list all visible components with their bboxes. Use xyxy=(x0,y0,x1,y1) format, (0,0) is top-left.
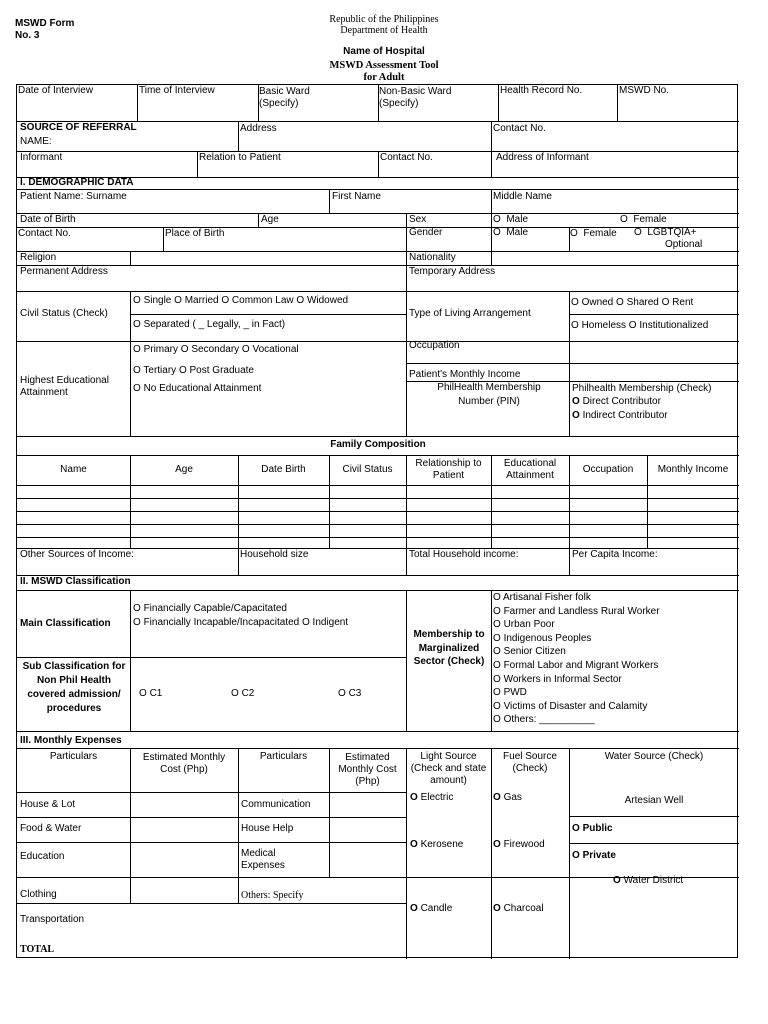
rule xyxy=(17,455,739,456)
philhealth-pin-label xyxy=(409,382,569,408)
gender-lgbt-option[interactable] xyxy=(634,227,697,239)
radio-circle: O xyxy=(572,396,580,407)
demographic-section-title: I. DEMOGRAPHIC DATA xyxy=(20,177,134,188)
rule xyxy=(17,903,406,904)
radio-circle: O xyxy=(410,903,418,914)
temporary-address-label: Temporary Address xyxy=(409,266,496,277)
monthly-income-label: Patient's Monthly Income xyxy=(409,369,521,380)
sector-text: Indigenous Peoples xyxy=(503,632,592,644)
rule xyxy=(17,792,406,793)
rule xyxy=(17,227,739,228)
food-water-label: Food & Water xyxy=(20,823,82,834)
c2-text: C2 xyxy=(241,688,255,699)
communication-label: Communication xyxy=(241,799,311,810)
civil-status-options-2[interactable] xyxy=(133,319,285,331)
rule xyxy=(406,590,407,731)
philhealth-pin-line2: Number (PIN) xyxy=(458,396,520,407)
col-date-birth: Date Birth xyxy=(261,464,306,475)
basic-ward-text: Basic Ward xyxy=(259,86,310,97)
education-options-1[interactable] xyxy=(133,344,299,356)
date-of-interview-label: Date of Interview xyxy=(18,85,94,96)
education-options-1-text: Primary O Secondary O Vocational xyxy=(143,344,299,355)
light-source-header: Light Source (Check and state amount) xyxy=(410,751,487,786)
sub-classification-label: Sub Classification for Non Phil Health covered admission/ procedures xyxy=(22,661,126,714)
radio-circle: O xyxy=(493,632,501,644)
non-basic-ward-label xyxy=(379,86,451,110)
sector-text: Victims of Disaster and Calamity xyxy=(503,700,648,712)
radio-circle: O xyxy=(572,850,580,861)
radio-circle: O xyxy=(493,903,501,914)
rule xyxy=(137,85,138,121)
source-of-referral-label: SOURCE OF REFERRAL xyxy=(20,122,137,133)
form-title-line1: MSWD Assessment Tool xyxy=(329,60,439,71)
rule xyxy=(130,314,406,315)
radio-circle: O xyxy=(133,603,141,614)
main-option-2-text: Financially Incapable/Incapacitated O Indigent xyxy=(143,617,349,628)
health-record-label: Health Record No. xyxy=(500,85,583,96)
rule xyxy=(569,816,739,817)
estimated-cost-header-2: Estimated Monthly Cost (Php) xyxy=(338,752,397,787)
sector-option[interactable] xyxy=(493,700,660,714)
charcoal-text: Charcoal xyxy=(503,903,544,914)
charcoal-option[interactable] xyxy=(493,903,544,915)
col-monthly-income: Monthly Income xyxy=(657,464,729,475)
living-arrangement-label: Type of Living Arrangement xyxy=(409,308,531,319)
medical-expenses-label xyxy=(241,848,285,872)
rule xyxy=(17,842,406,843)
c1-option[interactable] xyxy=(139,688,162,700)
candle-option[interactable] xyxy=(410,903,452,915)
electric-option[interactable] xyxy=(410,792,453,804)
sector-text: Workers in Informal Sector xyxy=(503,673,622,685)
living-options-2[interactable] xyxy=(571,320,708,332)
civil-status-options-2-text: Separated ( _ Legally, _ in Fact) xyxy=(143,319,286,330)
sector-text: PWD xyxy=(503,687,527,699)
occupation-label: Occupation xyxy=(409,340,460,351)
radio-circle: O xyxy=(139,688,147,699)
referral-contact-label: Contact No. xyxy=(493,123,546,134)
radio-circle: O xyxy=(570,228,578,239)
main-option-2[interactable] xyxy=(133,617,353,629)
radio-circle: O xyxy=(493,592,501,603)
gender-female-option[interactable] xyxy=(570,228,617,240)
basic-ward-label xyxy=(259,86,310,110)
form-number-line2: No. 3 xyxy=(15,30,40,41)
rule xyxy=(17,657,406,658)
rule xyxy=(617,85,618,121)
rule xyxy=(491,590,492,731)
contact-no-label: Contact No. xyxy=(18,228,71,239)
col-educational-attainment: Educational Attainment xyxy=(503,458,557,481)
candle-text: Candle xyxy=(420,903,453,914)
radio-circle: O xyxy=(338,688,346,699)
rule xyxy=(491,748,492,959)
water-district-option[interactable] xyxy=(613,875,683,887)
age-label: Age xyxy=(261,214,279,225)
rule xyxy=(130,291,131,436)
c1-text: C1 xyxy=(149,688,163,699)
radio-circle: O xyxy=(133,365,141,376)
rule xyxy=(406,748,407,959)
rule xyxy=(17,731,739,732)
place-of-birth-label: Place of Birth xyxy=(165,228,225,239)
radio-circle: O xyxy=(620,214,628,225)
rule xyxy=(406,227,407,251)
rule xyxy=(17,265,739,266)
radio-circle: O xyxy=(493,714,501,726)
firewood-option[interactable] xyxy=(493,839,545,851)
religion-label: Religion xyxy=(20,252,57,263)
republic-text: Republic of the Philippines xyxy=(329,14,439,25)
direct-contributor-text: Direct Contributor xyxy=(582,396,661,407)
sector-option[interactable] xyxy=(493,605,660,619)
sex-male-text: Male xyxy=(506,214,529,225)
public-option[interactable] xyxy=(572,823,613,835)
sector-option[interactable] xyxy=(493,645,660,659)
particulars-header: Particulars xyxy=(49,751,98,762)
sector-option[interactable] xyxy=(493,713,660,727)
nationality-label: Nationality xyxy=(409,252,456,263)
rule xyxy=(569,314,739,315)
radio-circle: O xyxy=(493,687,501,699)
time-of-interview-label: Time of Interview xyxy=(139,85,215,96)
living-options-1[interactable] xyxy=(571,297,693,309)
rule xyxy=(491,251,492,265)
household-size-label: Household size xyxy=(240,549,309,560)
rule xyxy=(17,524,739,525)
optional-label: Optional xyxy=(665,239,703,250)
c3-text: C3 xyxy=(348,688,362,699)
sector-option[interactable] xyxy=(493,686,660,700)
rule xyxy=(17,511,739,512)
radio-circle: O xyxy=(493,700,501,712)
radio-circle: O xyxy=(133,295,141,306)
rule xyxy=(491,189,492,213)
radio-circle: O xyxy=(572,410,580,421)
sector-option[interactable] xyxy=(493,591,660,605)
rule xyxy=(329,748,330,877)
radio-circle: O xyxy=(133,344,141,355)
rule xyxy=(17,498,739,499)
marginalized-sector-label: Membership to Marginalized Sector (Check) xyxy=(413,629,485,667)
radio-circle: O xyxy=(571,320,579,331)
gender-label: Gender xyxy=(409,227,443,238)
radio-circle: O xyxy=(133,319,141,330)
fuel-source-header: Fuel Source (Check) xyxy=(503,751,557,774)
sector-text: Formal Labor and Migrant Workers xyxy=(503,659,659,671)
radio-circle: O xyxy=(613,875,621,886)
sex-female-text: Female xyxy=(633,214,667,225)
house-help-label: House Help xyxy=(241,823,294,834)
col-relationship: Relationship to Patient xyxy=(415,458,482,481)
basic-ward-specify: (Specify) xyxy=(259,98,299,109)
rule xyxy=(130,748,131,903)
rule xyxy=(491,213,492,251)
rule xyxy=(258,213,259,227)
main-option-1-text: Financially Capable/Capacitated xyxy=(143,603,287,614)
medical-line2: Expenses xyxy=(241,860,285,871)
c2-option[interactable] xyxy=(231,688,254,700)
medical-line1: Medical xyxy=(241,848,276,859)
form-number-line1: MSWD Form xyxy=(15,18,75,29)
address-of-informant-label: Address of Informant xyxy=(496,152,589,163)
kerosene-text: Kerosene xyxy=(420,839,464,850)
rule xyxy=(197,151,198,177)
living-options-1-text: Owned O Shared O Rent xyxy=(581,297,694,308)
referral-address-label: Address xyxy=(240,123,277,134)
form-title-line2: for Adult xyxy=(363,72,405,83)
rule xyxy=(17,341,739,342)
rule xyxy=(130,590,131,731)
rule xyxy=(17,817,406,818)
department-text: Department of Health xyxy=(340,25,428,36)
particulars-header-2: Particulars xyxy=(259,751,308,762)
indirect-contributor-text: Indirect Contributor xyxy=(582,410,668,421)
water-source-header: Water Source (Check) xyxy=(604,751,704,762)
rule xyxy=(17,748,739,749)
referral-name-label: NAME: xyxy=(20,136,52,147)
rule xyxy=(498,85,499,121)
agency-header xyxy=(0,14,768,36)
permanent-address-label: Permanent Address xyxy=(20,266,108,277)
informant-contact-label: Contact No. xyxy=(380,152,433,163)
middle-name-label: Middle Name xyxy=(493,191,552,202)
education-options-3[interactable] xyxy=(133,383,261,395)
per-capita-income-label: Per Capita Income: xyxy=(572,549,658,560)
radio-circle: O xyxy=(493,839,501,850)
civil-status-label: Civil Status (Check) xyxy=(20,308,108,319)
rule xyxy=(238,748,239,903)
radio-circle: O xyxy=(231,688,239,699)
radio-circle: O xyxy=(493,605,501,617)
main-option-1[interactable] xyxy=(133,603,287,615)
private-option[interactable] xyxy=(572,850,616,862)
sex-label: Sex xyxy=(409,214,427,225)
rule xyxy=(378,151,379,177)
rule xyxy=(17,291,739,292)
rule xyxy=(17,189,739,190)
rule xyxy=(238,121,239,151)
classification-section-title: II. MSWD Classification xyxy=(20,576,131,587)
form-title xyxy=(0,60,768,84)
rule xyxy=(17,537,739,538)
education-options-2-text: Tertiary O Post Graduate xyxy=(143,365,254,376)
radio-circle: O xyxy=(572,823,580,834)
radio-circle: O xyxy=(493,619,501,631)
total-household-income-label: Total Household income: xyxy=(409,549,519,560)
clothing-label: Clothing xyxy=(20,889,57,900)
rule xyxy=(569,843,739,844)
radio-circle: O xyxy=(493,227,501,238)
artesian-well-label: Artesian Well xyxy=(624,795,684,806)
sector-list xyxy=(493,591,660,727)
sector-option[interactable] xyxy=(493,673,660,687)
sector-text: Urban Poor xyxy=(503,619,555,631)
kerosene-option[interactable] xyxy=(410,839,463,851)
others-specify-label: Others: Specify xyxy=(241,890,304,901)
sector-option[interactable] xyxy=(493,632,660,646)
firewood-text: Firewood xyxy=(503,839,545,850)
sex-female-option[interactable] xyxy=(620,214,667,226)
rule xyxy=(406,213,407,227)
relation-to-patient-label: Relation to Patient xyxy=(199,152,281,163)
sector-text: Artisanal Fisher folk xyxy=(503,592,591,603)
education-options-3-text: No Educational Attainment xyxy=(143,383,262,394)
rule xyxy=(163,227,164,251)
sector-text: Senior Citizen xyxy=(503,646,566,658)
expenses-section-title: III. Monthly Expenses xyxy=(20,735,122,746)
direct-contributor-option[interactable] xyxy=(572,396,661,408)
radio-circle: O xyxy=(571,297,579,308)
rule xyxy=(569,291,570,436)
radio-circle: O xyxy=(634,227,642,238)
other-sources-label: Other Sources of Income: xyxy=(20,549,134,560)
radio-circle: O xyxy=(410,839,418,850)
civil-status-options-1[interactable] xyxy=(133,295,348,307)
rule xyxy=(130,251,131,265)
date-of-birth-label: Date of Birth xyxy=(20,214,76,225)
radio-circle: O xyxy=(493,673,501,685)
sector-option[interactable] xyxy=(493,659,660,673)
radio-circle: O xyxy=(493,659,501,671)
living-options-2-text: Homeless O Institutionalized xyxy=(581,320,709,331)
sector-text: Others: __________ xyxy=(503,714,595,726)
philhealth-check-label: Philhealth Membership (Check) xyxy=(572,383,712,394)
education-expense-label: Education xyxy=(20,851,65,862)
total-label: TOTAL xyxy=(20,944,55,955)
gas-text: Gas xyxy=(503,792,522,803)
rule xyxy=(569,748,570,959)
informant-label: Informant xyxy=(20,152,63,163)
gender-male-option[interactable] xyxy=(493,227,528,239)
estimated-cost-header: Estimated Monthly Cost (Php) xyxy=(142,752,226,775)
radio-circle: O xyxy=(493,214,501,225)
rule xyxy=(17,251,739,252)
indirect-contributor-option[interactable] xyxy=(572,410,668,422)
rule xyxy=(329,189,330,213)
gender-male-text: Male xyxy=(506,227,529,238)
house-lot-label: House & Lot xyxy=(20,799,76,810)
assessment-form xyxy=(16,84,738,958)
transportation-label: Transportation xyxy=(20,914,85,925)
family-composition-title: Family Composition xyxy=(330,439,426,450)
col-age: Age xyxy=(175,464,193,475)
rule xyxy=(491,121,492,177)
radio-circle: O xyxy=(493,792,501,803)
private-text: Private xyxy=(582,850,616,861)
radio-circle: O xyxy=(493,646,501,658)
col-occupation: Occupation xyxy=(582,464,634,475)
electric-text: Electric xyxy=(420,792,454,803)
philhealth-pin-line1: PhilHealth Membership xyxy=(437,382,541,393)
first-name-label: First Name xyxy=(332,191,381,202)
non-basic-ward-text: Non-Basic Ward xyxy=(379,86,452,97)
rule xyxy=(406,265,407,436)
radio-circle: O xyxy=(133,383,141,394)
civil-status-options-1-text: Single O Married O Common Law O Widowed xyxy=(143,295,349,306)
radio-circle: O xyxy=(133,617,141,628)
public-text: Public xyxy=(582,823,613,834)
sector-option[interactable] xyxy=(493,618,660,632)
surname-label: Patient Name: Surname xyxy=(20,191,127,202)
rule xyxy=(17,436,739,437)
gender-lgbt-text: LGBTQIA+ xyxy=(647,227,697,238)
sector-text: Farmer and Landless Rural Worker xyxy=(503,605,660,617)
water-district-text: Water District xyxy=(623,875,684,886)
rule xyxy=(406,363,739,364)
education-options-2[interactable] xyxy=(133,365,254,377)
rule xyxy=(406,251,407,265)
sex-male-option[interactable] xyxy=(493,214,528,226)
gender-female-text: Female xyxy=(583,228,617,239)
col-civil-status: Civil Status xyxy=(342,464,393,475)
education-label: Highest Educational Attainment xyxy=(20,375,109,398)
main-classification-label: Main Classification xyxy=(20,618,111,629)
gas-option[interactable] xyxy=(493,792,522,804)
mswd-no-label: MSWD No. xyxy=(619,85,669,96)
radio-circle: O xyxy=(410,792,418,803)
rule xyxy=(17,485,739,486)
c3-option[interactable] xyxy=(338,688,361,700)
non-basic-ward-specify: (Specify) xyxy=(379,98,419,109)
hospital-name: Name of Hospital xyxy=(343,46,425,57)
col-name: Name xyxy=(60,464,87,475)
